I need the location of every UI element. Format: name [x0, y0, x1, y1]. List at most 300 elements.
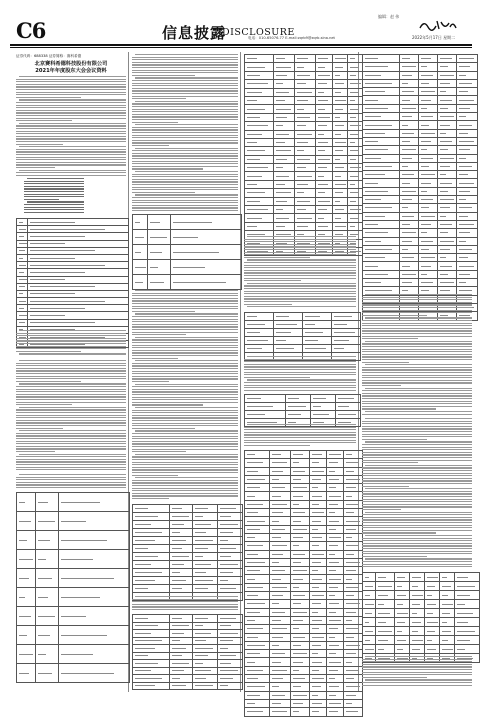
table-cell	[274, 80, 295, 88]
table-cell	[270, 583, 291, 591]
table-cell	[310, 583, 327, 591]
text-paragraph	[132, 596, 238, 610]
table-cell	[376, 582, 395, 591]
table-cell	[410, 609, 425, 618]
table-cell	[440, 573, 455, 582]
table-cell	[327, 616, 344, 624]
table-cell	[419, 129, 438, 137]
table-cell	[133, 275, 148, 290]
table-cell	[291, 492, 310, 500]
table-cell	[395, 609, 410, 618]
table-cell	[438, 129, 457, 137]
table-cell	[171, 275, 242, 290]
table-cell	[440, 636, 455, 645]
table-cell	[17, 319, 28, 326]
table-cell	[400, 129, 419, 137]
table-cell	[333, 138, 348, 146]
table-cell	[344, 683, 363, 691]
data-table	[362, 54, 478, 321]
table-cell	[291, 484, 310, 492]
table-cell	[410, 573, 425, 582]
table-cell	[28, 240, 129, 247]
table-cell	[419, 171, 438, 179]
table-cell	[274, 88, 295, 96]
table-cell	[170, 569, 193, 577]
company-name: 北京赛科希德科技股份有限公司	[34, 61, 108, 67]
table-cell	[344, 500, 363, 508]
table-cell	[245, 214, 274, 222]
table-cell	[327, 675, 344, 683]
table-cell	[425, 627, 440, 636]
table-cell	[170, 652, 193, 660]
table-cell	[245, 105, 274, 113]
table-cell	[400, 196, 419, 204]
table-cell	[344, 509, 363, 517]
table-cell	[291, 658, 310, 666]
table-cell	[274, 345, 303, 353]
table-cell	[344, 459, 363, 467]
table-cell	[344, 525, 363, 533]
table-cell	[148, 215, 171, 230]
table-cell	[348, 164, 363, 172]
table-cell	[245, 633, 270, 641]
table-cell	[400, 171, 419, 179]
table-cell	[270, 467, 291, 475]
table-cell	[59, 493, 130, 512]
table-cell	[363, 229, 400, 237]
table-cell	[336, 395, 361, 403]
page-code: C6	[16, 18, 46, 43]
table-cell	[295, 130, 316, 138]
table-cell	[438, 171, 457, 179]
table-cell	[410, 627, 425, 636]
table-cell	[270, 699, 291, 707]
table-cell	[327, 641, 344, 649]
table-cell	[327, 509, 344, 517]
table-cell	[438, 220, 457, 228]
table-cell	[348, 172, 363, 180]
table-cell	[218, 545, 243, 553]
table-cell	[457, 179, 478, 187]
table-cell	[457, 229, 478, 237]
table-cell	[327, 542, 344, 550]
table-cell	[327, 691, 344, 699]
text-paragraph	[244, 356, 356, 390]
table-cell	[363, 137, 400, 145]
table-cell	[327, 592, 344, 600]
table-cell	[316, 63, 333, 71]
table-cell	[17, 226, 28, 233]
table-cell	[28, 219, 129, 226]
table-cell	[17, 283, 28, 290]
table-cell	[327, 500, 344, 508]
table-cell	[193, 675, 218, 683]
table-cell	[316, 172, 333, 180]
table-cell	[170, 513, 193, 521]
table-cell	[363, 129, 400, 137]
table-cell	[245, 492, 270, 500]
table-cell	[438, 229, 457, 237]
table-cell	[274, 105, 295, 113]
table-cell	[363, 270, 400, 278]
table-cell	[133, 529, 170, 537]
table-cell	[419, 79, 438, 87]
table-cell	[133, 569, 170, 577]
table-cell	[245, 675, 270, 683]
table-cell	[36, 569, 59, 588]
table-cell	[419, 270, 438, 278]
table-cell	[270, 616, 291, 624]
table-cell	[245, 206, 274, 214]
table-cell	[291, 517, 310, 525]
table-cell	[295, 164, 316, 172]
table-cell	[348, 222, 363, 230]
data-table	[16, 492, 130, 683]
table-cell	[171, 260, 242, 275]
table-cell	[327, 558, 344, 566]
table-cell	[270, 708, 291, 716]
table-cell	[400, 162, 419, 170]
table-cell	[327, 600, 344, 608]
table-cell	[291, 467, 310, 475]
table-cell	[316, 138, 333, 146]
table-cell	[316, 130, 333, 138]
table-cell	[438, 88, 457, 96]
table-cell	[344, 533, 363, 541]
table-cell	[455, 573, 480, 582]
table-cell	[170, 615, 193, 623]
text-paragraph	[16, 360, 126, 470]
table-cell	[245, 395, 286, 403]
table-cell	[28, 298, 129, 305]
data-table	[244, 394, 361, 427]
table-cell	[270, 633, 291, 641]
table-cell	[419, 229, 438, 237]
table-cell	[245, 189, 274, 197]
table-cell	[344, 608, 363, 616]
text-paragraph	[16, 474, 126, 488]
table-cell	[344, 691, 363, 699]
table-cell	[286, 395, 311, 403]
table-cell	[455, 591, 480, 600]
table-cell	[270, 517, 291, 525]
table-cell	[333, 71, 348, 79]
table-cell	[291, 459, 310, 467]
table-cell	[327, 699, 344, 707]
table-cell	[28, 276, 129, 283]
table-cell	[218, 675, 243, 683]
table-cell	[363, 627, 376, 636]
table-cell	[291, 633, 310, 641]
table-cell	[170, 537, 193, 545]
table-cell	[59, 550, 130, 569]
table-cell	[193, 513, 218, 521]
table-cell	[36, 531, 59, 550]
table-cell	[457, 279, 478, 287]
table-cell	[310, 484, 327, 492]
table-cell	[363, 162, 400, 170]
table-cell	[193, 529, 218, 537]
table-cell	[457, 137, 478, 145]
table-cell	[270, 459, 291, 467]
table-cell	[274, 214, 295, 222]
table-cell	[171, 230, 242, 245]
table-cell	[400, 146, 419, 154]
table-cell	[344, 550, 363, 558]
table-cell	[295, 113, 316, 121]
table-cell	[193, 521, 218, 529]
table-cell	[400, 71, 419, 79]
table-cell	[400, 154, 419, 162]
table-cell	[17, 550, 36, 569]
text-paragraph	[24, 178, 84, 212]
table-cell	[218, 637, 243, 645]
table-cell	[363, 609, 376, 618]
table-cell	[333, 63, 348, 71]
table-cell	[295, 172, 316, 180]
table-cell	[457, 146, 478, 154]
table-cell	[333, 189, 348, 197]
table-cell	[270, 500, 291, 508]
table-cell	[133, 215, 148, 230]
table-cell	[17, 219, 28, 226]
table-cell	[438, 187, 457, 195]
table-cell	[36, 493, 59, 512]
table-cell	[333, 214, 348, 222]
table-cell	[400, 254, 419, 262]
table-cell	[316, 96, 333, 104]
table-cell	[245, 96, 274, 104]
table-cell	[310, 575, 327, 583]
table-cell	[333, 206, 348, 214]
table-cell	[348, 189, 363, 197]
table-cell	[438, 63, 457, 71]
table-cell	[274, 96, 295, 104]
contact-line: 电话：010-65076.77 E-mail:zqrb9@zqrb.sina.net	[248, 36, 335, 40]
table-cell	[245, 345, 274, 353]
table-cell	[457, 71, 478, 79]
table-cell	[218, 622, 243, 630]
table-cell	[291, 592, 310, 600]
table-cell	[348, 138, 363, 146]
table-cell	[310, 475, 327, 483]
table-cell	[245, 592, 270, 600]
table-cell	[245, 517, 270, 525]
table-cell	[17, 262, 28, 269]
table-cell	[286, 411, 311, 419]
table-cell	[218, 667, 243, 675]
table-cell	[344, 492, 363, 500]
table-cell	[148, 260, 171, 275]
table-cell	[316, 55, 333, 63]
table-cell	[148, 245, 171, 260]
table-cell	[17, 531, 36, 550]
table-cell	[133, 622, 170, 630]
table-cell	[28, 233, 129, 240]
table-cell	[17, 247, 28, 254]
table-cell	[36, 626, 59, 645]
table-cell	[455, 609, 480, 618]
table-cell	[270, 625, 291, 633]
table-cell	[245, 130, 274, 138]
table-cell	[245, 575, 270, 583]
table-cell	[274, 206, 295, 214]
table-cell	[193, 505, 218, 513]
table-cell	[245, 329, 274, 337]
table-cell	[170, 553, 193, 561]
table-cell	[28, 254, 129, 261]
table-cell	[344, 451, 363, 459]
table-cell	[327, 484, 344, 492]
table-cell	[438, 162, 457, 170]
table-cell	[245, 222, 274, 230]
table-cell	[245, 484, 270, 492]
table-cell	[400, 212, 419, 220]
text-paragraph	[362, 294, 472, 414]
table-cell	[310, 616, 327, 624]
table-cell	[28, 319, 129, 326]
table-cell	[170, 675, 193, 683]
table-cell	[170, 645, 193, 653]
section-title-en: DISCLOSURE	[222, 27, 295, 38]
table-cell	[363, 600, 376, 609]
table-cell	[170, 529, 193, 537]
table-cell	[336, 411, 361, 419]
table-cell	[245, 533, 270, 541]
table-cell	[376, 645, 395, 654]
table-cell	[310, 675, 327, 683]
table-cell	[310, 451, 327, 459]
table-cell	[59, 588, 130, 607]
table-cell	[419, 137, 438, 145]
table-cell	[17, 305, 28, 312]
table-cell	[218, 529, 243, 537]
table-cell	[218, 577, 243, 585]
table-cell	[295, 214, 316, 222]
table-cell	[419, 196, 438, 204]
table-cell	[270, 675, 291, 683]
table-cell	[36, 607, 59, 626]
table-cell	[363, 63, 400, 71]
table-cell	[17, 269, 28, 276]
table-cell	[245, 699, 270, 707]
table-cell	[333, 105, 348, 113]
table-cell	[425, 636, 440, 645]
table-cell	[316, 180, 333, 188]
table-cell	[419, 162, 438, 170]
table-cell	[438, 154, 457, 162]
table-cell	[193, 553, 218, 561]
table-cell	[245, 567, 270, 575]
table-cell	[363, 212, 400, 220]
table-cell	[419, 204, 438, 212]
table-cell	[310, 625, 327, 633]
table-cell	[274, 55, 295, 63]
issue-date: 2022年5月17日 星期二	[412, 35, 456, 40]
table-cell	[133, 660, 170, 668]
table-cell	[28, 247, 129, 254]
table-cell	[274, 197, 295, 205]
text-paragraph	[362, 418, 472, 568]
table-cell	[457, 204, 478, 212]
table-cell	[344, 558, 363, 566]
table-cell	[438, 79, 457, 87]
text-paragraph	[362, 656, 472, 686]
table-cell	[245, 313, 274, 321]
table-cell	[438, 121, 457, 129]
table-cell	[295, 63, 316, 71]
table-cell	[457, 113, 478, 121]
table-cell	[327, 567, 344, 575]
table-cell	[310, 633, 327, 641]
table-cell	[333, 180, 348, 188]
table-cell	[133, 615, 170, 623]
table-cell	[344, 666, 363, 674]
table-cell	[457, 79, 478, 87]
masthead-rule	[10, 44, 472, 46]
table-cell	[333, 155, 348, 163]
table-cell	[363, 204, 400, 212]
table-cell	[193, 545, 218, 553]
table-cell	[455, 627, 480, 636]
table-cell	[327, 633, 344, 641]
table-cell	[270, 683, 291, 691]
table-cell	[419, 245, 438, 253]
table-cell	[327, 459, 344, 467]
notice-title: 2021年年度股东大会会议资料	[35, 68, 107, 74]
table-cell	[245, 683, 270, 691]
table-cell	[348, 122, 363, 130]
table-cell	[270, 666, 291, 674]
table-cell	[245, 197, 274, 205]
table-cell	[193, 622, 218, 630]
table-cell	[274, 180, 295, 188]
table-cell	[28, 290, 129, 297]
table-cell	[316, 197, 333, 205]
table-cell	[295, 147, 316, 155]
table-cell	[59, 607, 130, 626]
table-cell	[327, 708, 344, 716]
table-cell	[310, 592, 327, 600]
table-cell	[332, 345, 361, 353]
table-cell	[170, 521, 193, 529]
table-cell	[17, 493, 36, 512]
table-cell	[133, 667, 170, 675]
table-cell	[310, 600, 327, 608]
table-cell	[310, 525, 327, 533]
table-cell	[327, 550, 344, 558]
table-cell	[395, 591, 410, 600]
table-cell	[17, 512, 36, 531]
data-table	[16, 218, 129, 348]
table-cell	[291, 708, 310, 716]
table-cell	[133, 553, 170, 561]
table-cell	[419, 113, 438, 121]
table-cell	[310, 533, 327, 541]
table-cell	[425, 618, 440, 627]
table-cell	[245, 625, 270, 633]
table-cell	[310, 459, 327, 467]
table-cell	[295, 55, 316, 63]
table-cell	[363, 254, 400, 262]
table-cell	[171, 215, 242, 230]
table-cell	[17, 298, 28, 305]
table-cell	[218, 553, 243, 561]
table-cell	[410, 582, 425, 591]
table-cell	[332, 313, 361, 321]
table-cell	[291, 575, 310, 583]
table-cell	[274, 130, 295, 138]
